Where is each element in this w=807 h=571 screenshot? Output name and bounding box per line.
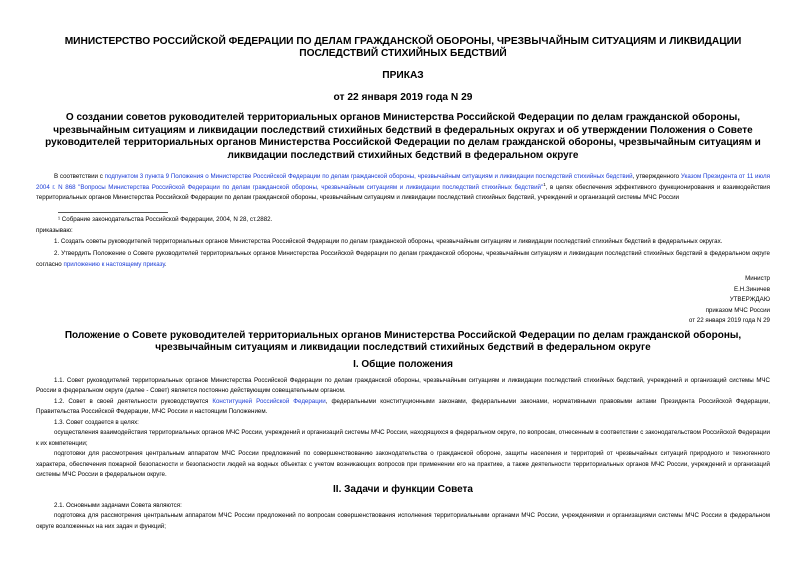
clause-1-2-text-b: , федеральными конституционными законами, федеральными законами, нормативными правовыми актами Президента Российской Федерации, Правительства Российской Федерации, МЧС России и настоящим Положением. <box>36 397 770 415</box>
regulation-title: Положение о Совете руководителей территориальных органов Министерства Российской Федерации по делам гражданской обороны, чрезвычайным ситуациям и ликвидации последствий стихийных бедствий в федеральном округе <box>64 329 742 353</box>
link-presidential-decree[interactable]: Указом Президента от 11 июля 2004 г. N 868 "Вопросы Министерства Российской Федерации по делам гражданской обороны, чрезвычайным ситуациям и ликвидации последствий стихийных бедствий" <box>36 173 770 191</box>
order-item-1: 1. Создать советы руководителей территориальных органов Министерства Российской Федерации по делам гражданской обороны, чрезвычайным ситуациям и ликвидации последствий стихийных бедствий в федеральных округах. <box>54 237 723 245</box>
order-item-2 <box>36 249 770 270</box>
ministry-heading: МИНИСТЕРСТВО РОССИЙСКОЙ ФЕДЕРАЦИИ ПО ДЕЛАМ ГРАЖДАНСКОЙ ОБОРОНЫ, ЧРЕЗВЫЧАЙНЫМ СИТУАЦИЯМ И ЛИКВИДАЦИИ ПОСЛЕДСТВИЙ СТИХИЙНЫХ БЕДСТВИЙ <box>64 36 742 59</box>
footnote: ¹ Собрание законодательства Российской Федерации, 2004, N 28, ст.2882. <box>58 215 273 223</box>
approval-order: приказом МЧС России <box>705 306 770 314</box>
clause-1-2 <box>36 397 770 418</box>
preamble-text-2: , утвержденного <box>632 173 680 180</box>
preamble-paragraph <box>36 172 770 204</box>
link-constitution[interactable]: Конституцией Российской Федерации <box>212 397 326 405</box>
approval-stamp: УТВЕРЖДАЮ <box>729 296 770 303</box>
clause-1-3: 1.3. Совет создается в целях: <box>54 418 139 426</box>
order-date-number: от 22 января 2019 года N 29 <box>333 92 473 103</box>
signature-name: Е.Н.Зиничев <box>733 285 770 293</box>
preamble-text-1: В соответствии с <box>54 173 103 180</box>
order-item-2-end: . <box>164 260 167 268</box>
preamble-text-3: , в целях обеспечения эффективного функционирования и взаимодействия территориальных органов Министерства Российской Федерации по делам гражданской обороны, чрезвычайным ситуациям и ликвидации последствий стихийных бедствий, учреждений и организаций системы МЧС России <box>36 183 770 201</box>
document <box>36 36 770 532</box>
order-word: приказываю: <box>36 227 73 234</box>
link-appendix[interactable]: приложению к настоящему приказу <box>63 260 165 268</box>
footnote-marker: 1 <box>543 181 546 187</box>
approval-date: от 22 января 2019 года N 29 <box>688 317 770 324</box>
link-regulation-clause[interactable]: подпунктом 3 пункта 9 Положения о Министерстве Российской Федерации по делам гражданской обороны, чрезвычайным ситуациям и ликвидации последствий стихийных бедствий <box>104 173 633 180</box>
clause-1-3-a: осуществления взаимодействия территориальных органов МЧС России, учреждений и организаций системы МЧС России, находящихся в федеральном округе, по вопросам, отнесенным в соответствии с законодательством Российской Федерации к их компетенции; <box>36 429 770 447</box>
clause-2-1-a: подготовка для рассмотрения центральным аппаратом МЧС России предложений по вопросам совершенствования исполнения территориальными органами МЧС России, учреждениями и организациями системы МЧС России в федеральном округе возложенных на них задач и функций; <box>36 512 770 530</box>
clause-1-3-b: подготовки для рассмотрения центральным аппаратом МЧС России предложений по совершенствованию законодательства о гражданской обороне, защиты населения и территорий от чрезвычайных ситуаций природного и техногенного характера, обеспечения пожарной безопасности и безопасности людей на водных объектах с учетом возникающих вопросов при применении его на практике, а также деятельности территориальных органов МЧС России, учреждений и организаций системы МЧС России в федеральном округе. <box>36 450 770 478</box>
clause-1-1: 1.1. Совет руководителей территориальных органов Министерства Российской Федерации по делам гражданской обороны, чрезвычайным ситуациям и ликвидации последствий стихийных бедствий, учреждений и организаций системы МЧС России в федеральном округе (далее - Совет) является постоянно действующим совещательным органом. <box>36 376 770 394</box>
clause-2-1: 2.1. Основными задачами Совета являются: <box>54 501 182 509</box>
section-2-heading: II. Задачи и функции Совета <box>333 483 473 495</box>
footnote-divider <box>58 212 168 213</box>
order-item-2-text: 2. Утвердить Положение о Совете руководителей территориальных органов Министерства Российской Федерации по делам гражданской обороны, чрезвычайным ситуациям и ликвидации последствий стихийных бедствий в федеральном округе согласно <box>36 250 770 268</box>
document-type: ПРИКАЗ <box>382 70 424 81</box>
signature-role: Министр <box>745 275 770 282</box>
clause-1-2-text-a: 1.2. Совет в своей деятельности руководствуется <box>54 397 209 405</box>
section-1-heading: I. Общие положения <box>353 358 453 370</box>
order-title: О создании советов руководителей территориальных органов Министерства Российской Федерации по делам гражданской обороны, чрезвычайным ситуациям и ликвидации последствий стихийных бедствий в федеральных округах и об утверждении Положения о Совете руководителей территориальных органов Министерства Российской Федерации по делам гражданской обороны, чрезвычайным ситуациям и ликвидации последствий стихийных бедствий в федеральном округе <box>45 112 761 161</box>
